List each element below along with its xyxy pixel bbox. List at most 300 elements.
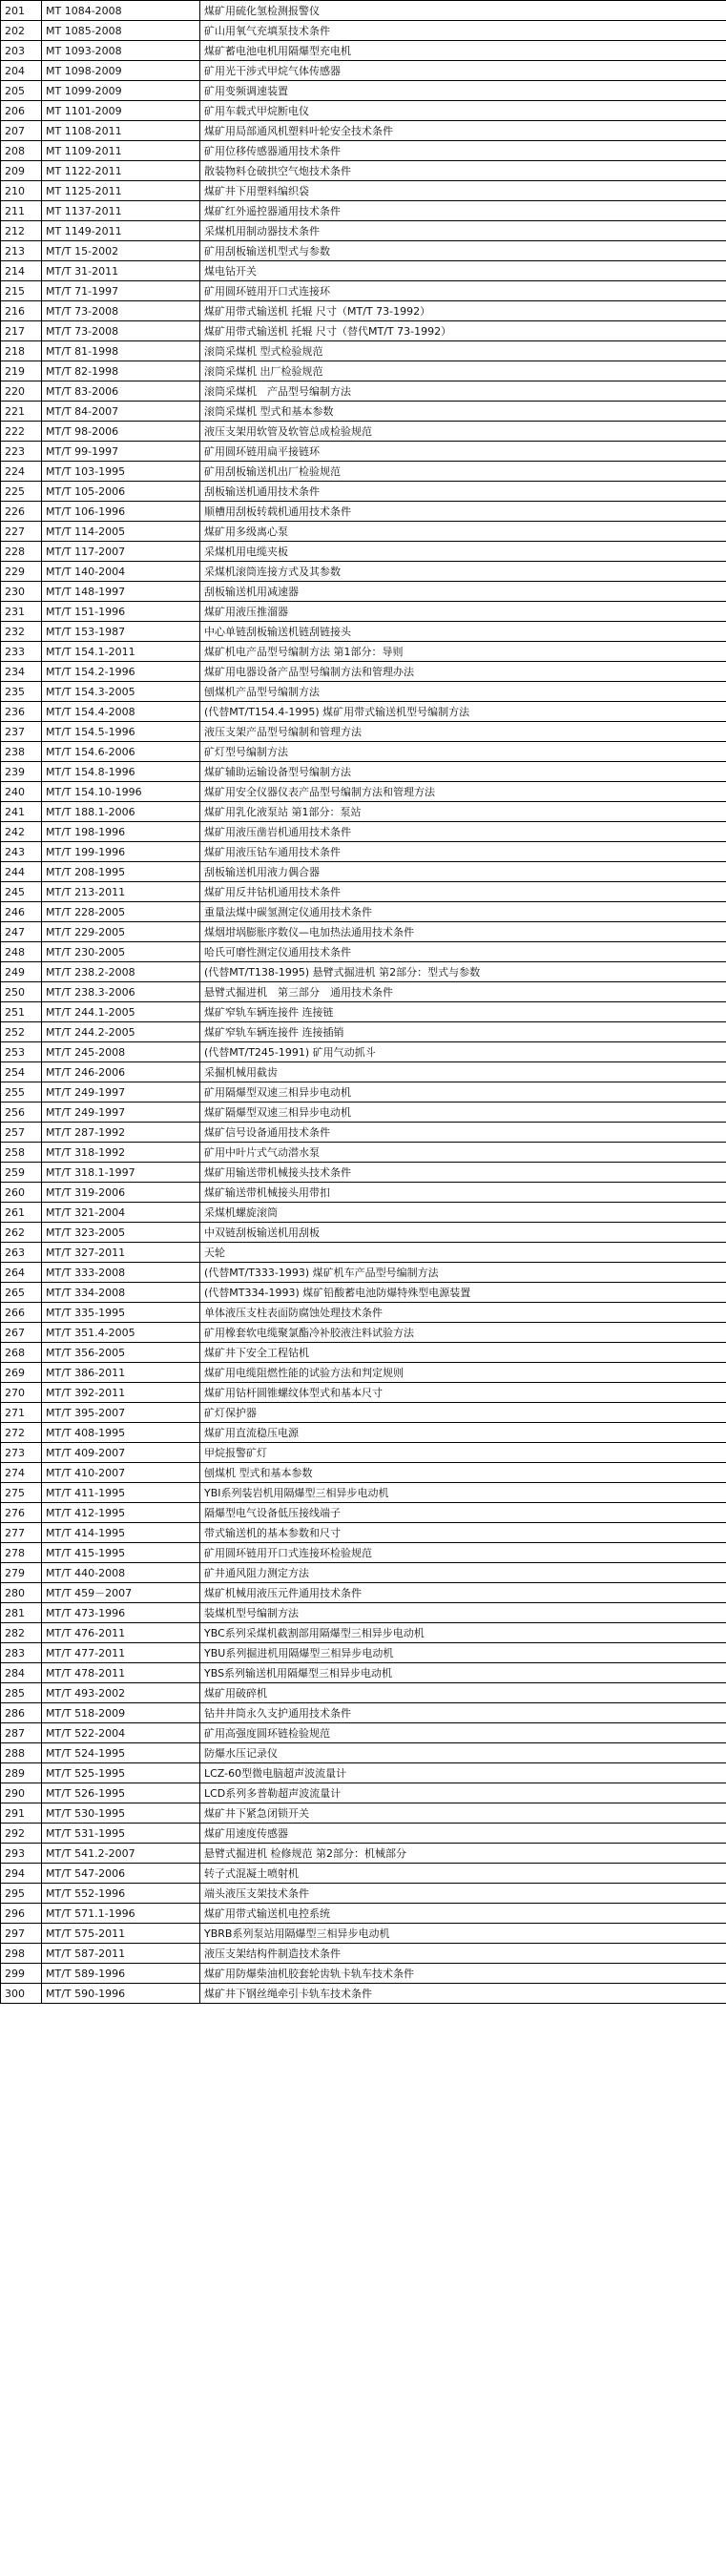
standard-code-cell: MT/T 547-2006	[42, 1864, 200, 1884]
table-row	[1, 502, 726, 522]
row-number-cell: 274	[1, 1463, 42, 1483]
table-row	[1, 321, 726, 341]
standard-title-cell: LCD系列多普勒超声波流量计	[200, 1783, 726, 1803]
table-row	[1, 982, 726, 1002]
standard-title-cell: YBRB系列泵站用隔爆型三相异步电动机	[200, 1924, 726, 1944]
standard-title-cell: 滚筒采煤机 型式和基本参数	[200, 402, 726, 422]
standard-code-cell: MT/T 98-2006	[42, 422, 200, 442]
standard-title-cell: 煤矿用液压推溜器	[200, 602, 726, 622]
standard-title-cell: 甲烷报警矿灯	[200, 1443, 726, 1463]
table-row	[1, 822, 726, 842]
table-row	[1, 1563, 726, 1583]
standard-code-cell: MT/T 478-2011	[42, 1663, 200, 1683]
standard-title-cell: YBI系列装岩机用隔爆型三相异步电动机	[200, 1483, 726, 1503]
standard-code-cell: MT/T 541.2-2007	[42, 1844, 200, 1864]
standard-title-cell: 钻井井筒永久支护通用技术条件	[200, 1703, 726, 1723]
standard-code-cell: MT/T 459－2007	[42, 1583, 200, 1603]
standard-code-cell: MT/T 154.3-2005	[42, 682, 200, 702]
row-number-cell: 238	[1, 742, 42, 762]
table-row	[1, 1062, 726, 1082]
standard-code-cell: MT/T 318-1992	[42, 1143, 200, 1163]
standard-code-cell: MT/T 99-1997	[42, 442, 200, 462]
row-number-cell: 279	[1, 1563, 42, 1583]
standards-table-body	[1, 1, 726, 2004]
row-number-cell: 271	[1, 1403, 42, 1423]
table-row	[1, 1964, 726, 1984]
standard-code-cell: MT/T 245-2008	[42, 1042, 200, 1062]
row-number-cell: 221	[1, 402, 42, 422]
row-number-cell: 283	[1, 1643, 42, 1663]
standard-code-cell: MT/T 319-2006	[42, 1183, 200, 1203]
standard-title-cell: 煤矿隔爆型双速三相异步电动机	[200, 1103, 726, 1123]
table-row	[1, 1423, 726, 1443]
standard-code-cell: MT/T 81-1998	[42, 341, 200, 361]
row-number-cell: 205	[1, 81, 42, 101]
row-number-cell: 214	[1, 261, 42, 281]
table-row	[1, 842, 726, 862]
row-number-cell: 243	[1, 842, 42, 862]
standard-code-cell: MT/T 154.2-1996	[42, 662, 200, 682]
standard-title-cell: 矿用中叶片式气动潜水泵	[200, 1143, 726, 1163]
row-number-cell: 272	[1, 1423, 42, 1443]
standard-title-cell: (代替MT/T333-1993) 煤矿机车产品型号编制方法	[200, 1263, 726, 1283]
table-row	[1, 41, 726, 61]
row-number-cell: 236	[1, 702, 42, 722]
standard-code-cell: MT/T 518-2009	[42, 1703, 200, 1723]
row-number-cell: 207	[1, 121, 42, 141]
standard-code-cell: MT 1122-2011	[42, 161, 200, 181]
table-row	[1, 81, 726, 101]
row-number-cell: 216	[1, 301, 42, 321]
row-number-cell: 255	[1, 1082, 42, 1103]
standard-code-cell: MT/T 105-2006	[42, 482, 200, 502]
row-number-cell: 260	[1, 1183, 42, 1203]
row-number-cell: 204	[1, 61, 42, 81]
standard-title-cell: 煤矿红外遥控器通用技术条件	[200, 201, 726, 221]
standard-code-cell: MT 1093-2008	[42, 41, 200, 61]
standard-code-cell: MT/T 590-1996	[42, 1984, 200, 2004]
row-number-cell: 292	[1, 1824, 42, 1844]
row-number-cell: 215	[1, 281, 42, 301]
row-number-cell: 212	[1, 221, 42, 241]
row-number-cell: 262	[1, 1223, 42, 1243]
row-number-cell: 289	[1, 1763, 42, 1783]
standard-code-cell: MT/T 411-1995	[42, 1483, 200, 1503]
row-number-cell: 269	[1, 1363, 42, 1383]
table-row	[1, 1, 726, 21]
table-row	[1, 241, 726, 261]
standard-title-cell: 矿用变频调速装置	[200, 81, 726, 101]
standard-code-cell: MT 1109-2011	[42, 141, 200, 161]
standard-title-cell: 矿灯型号编制方法	[200, 742, 726, 762]
row-number-cell: 210	[1, 181, 42, 201]
standard-code-cell: MT/T 440-2008	[42, 1563, 200, 1583]
standard-title-cell: 煤矿窄轨车辆连接件 连接链	[200, 1002, 726, 1022]
table-row	[1, 1603, 726, 1623]
standard-title-cell: 煤矿用输送带机械接头技术条件	[200, 1163, 726, 1183]
table-row	[1, 542, 726, 562]
table-row	[1, 1443, 726, 1463]
standard-code-cell: MT/T 414-1995	[42, 1523, 200, 1543]
standard-title-cell: 采煤机螺旋滚筒	[200, 1203, 726, 1223]
standard-code-cell: MT/T 117-2007	[42, 542, 200, 562]
standard-title-cell: (代替MT/T245-1991) 矿用气动抓斗	[200, 1042, 726, 1062]
standard-title-cell: 煤矿用安全仪器仪表产品型号编制方法和管理方法	[200, 782, 726, 802]
standard-code-cell: MT 1098-2009	[42, 61, 200, 81]
table-row	[1, 1103, 726, 1123]
row-number-cell: 223	[1, 442, 42, 462]
standard-title-cell: 刮板输送机用液力偶合器	[200, 862, 726, 882]
standard-code-cell: MT/T 524-1995	[42, 1743, 200, 1763]
table-row	[1, 1824, 726, 1844]
standard-code-cell: MT/T 238.2-2008	[42, 962, 200, 982]
row-number-cell: 296	[1, 1904, 42, 1924]
row-number-cell: 252	[1, 1022, 42, 1042]
table-row	[1, 221, 726, 241]
table-row	[1, 1323, 726, 1343]
standard-code-cell: MT/T 477-2011	[42, 1643, 200, 1663]
standard-code-cell: MT/T 103-1995	[42, 462, 200, 482]
standard-title-cell: 煤矿用破碎机	[200, 1683, 726, 1703]
table-row	[1, 1643, 726, 1663]
table-row	[1, 1984, 726, 2004]
standard-code-cell: MT/T 71-1997	[42, 281, 200, 301]
row-number-cell: 202	[1, 21, 42, 41]
row-number-cell: 201	[1, 1, 42, 21]
table-row	[1, 1683, 726, 1703]
table-row	[1, 602, 726, 622]
row-number-cell: 230	[1, 582, 42, 602]
standard-title-cell: 煤矿机电产品型号编制方法 第1部分：导则	[200, 642, 726, 662]
standard-code-cell: MT/T 114-2005	[42, 522, 200, 542]
table-row	[1, 702, 726, 722]
standard-code-cell: MT/T 409-2007	[42, 1443, 200, 1463]
standard-title-cell: 刨煤机产品型号编制方法	[200, 682, 726, 702]
row-number-cell: 288	[1, 1743, 42, 1763]
row-number-cell: 220	[1, 381, 42, 402]
standard-code-cell: MT/T 244.2-2005	[42, 1022, 200, 1042]
row-number-cell: 246	[1, 902, 42, 922]
standard-code-cell: MT/T 188.1-2006	[42, 802, 200, 822]
standard-code-cell: MT/T 333-2008	[42, 1263, 200, 1283]
standard-title-cell: 矿灯保护器	[200, 1403, 726, 1423]
table-row	[1, 902, 726, 922]
standard-title-cell: 刮板输送机用减速器	[200, 582, 726, 602]
row-number-cell: 294	[1, 1864, 42, 1884]
standard-code-cell: MT/T 335-1995	[42, 1303, 200, 1323]
standard-code-cell: MT/T 31-2011	[42, 261, 200, 281]
standard-code-cell: MT 1084-2008	[42, 1, 200, 21]
table-row	[1, 762, 726, 782]
standard-title-cell: 煤矿用硫化氢检测报警仪	[200, 1, 726, 21]
table-row	[1, 1143, 726, 1163]
standard-title-cell: 煤矿用电器设备产品型号编制方法和管理办法	[200, 662, 726, 682]
row-number-cell: 264	[1, 1263, 42, 1283]
standard-title-cell: 刨煤机 型式和基本参数	[200, 1463, 726, 1483]
standard-title-cell: 煤矿井下安全工程钻机	[200, 1343, 726, 1363]
standard-code-cell: MT/T 249-1997	[42, 1103, 200, 1123]
table-row	[1, 1303, 726, 1323]
standard-code-cell: MT/T 525-1995	[42, 1763, 200, 1783]
standard-title-cell: 液压支架结构件制造技术条件	[200, 1944, 726, 1964]
standard-code-cell: MT/T 230-2005	[42, 942, 200, 962]
standard-code-cell: MT/T 154.5-1996	[42, 722, 200, 742]
standard-title-cell: 煤矿用局部通风机塑料叶轮安全技术条件	[200, 121, 726, 141]
standard-title-cell: 滚筒采煤机 出厂检验规范	[200, 361, 726, 381]
row-number-cell: 242	[1, 822, 42, 842]
standard-code-cell: MT/T 530-1995	[42, 1803, 200, 1824]
standard-title-cell: 煤矿蓄电池电机用隔爆型充电机	[200, 41, 726, 61]
table-row	[1, 181, 726, 201]
row-number-cell: 273	[1, 1443, 42, 1463]
row-number-cell: 285	[1, 1683, 42, 1703]
table-row	[1, 1783, 726, 1803]
standard-title-cell: (代替MT/T154.4-1995) 煤矿用带式输送机型号编制方法	[200, 702, 726, 722]
row-number-cell: 241	[1, 802, 42, 822]
table-row	[1, 482, 726, 502]
standard-code-cell: MT/T 73-2008	[42, 321, 200, 341]
table-row	[1, 642, 726, 662]
standard-title-cell: 悬臂式掘进机 第三部分 通用技术条件	[200, 982, 726, 1002]
row-number-cell: 224	[1, 462, 42, 482]
row-number-cell: 240	[1, 782, 42, 802]
standard-title-cell: 天轮	[200, 1243, 726, 1263]
table-row	[1, 1163, 726, 1183]
standard-title-cell: 煤矿用防爆柴油机胶套轮齿轨卡轨车技术条件	[200, 1964, 726, 1984]
table-row	[1, 942, 726, 962]
table-row	[1, 361, 726, 381]
standard-title-cell: 煤矿井下用塑料编织袋	[200, 181, 726, 201]
table-row	[1, 1763, 726, 1783]
standard-code-cell: MT 1125-2011	[42, 181, 200, 201]
standard-title-cell: 矿用位移传感器通用技术条件	[200, 141, 726, 161]
row-number-cell: 228	[1, 542, 42, 562]
standard-code-cell: MT/T 318.1-1997	[42, 1163, 200, 1183]
table-row	[1, 862, 726, 882]
row-number-cell: 291	[1, 1803, 42, 1824]
standard-title-cell: 煤矿输送带机械接头用带扣	[200, 1183, 726, 1203]
standard-code-cell: MT/T 327-2011	[42, 1243, 200, 1263]
table-row	[1, 1403, 726, 1423]
row-number-cell: 277	[1, 1523, 42, 1543]
table-row	[1, 1623, 726, 1643]
standard-title-cell: 煤矿用带式输送机 托辊 尺寸（MT/T 73-1992）	[200, 301, 726, 321]
table-row	[1, 962, 726, 982]
table-row	[1, 121, 726, 141]
standard-code-cell: MT/T 493-2002	[42, 1683, 200, 1703]
standard-title-cell: (代替MT/T138-1995) 悬臂式掘进机 第2部分：型式与参数	[200, 962, 726, 982]
table-row	[1, 1263, 726, 1283]
standard-code-cell: MT 1099-2009	[42, 81, 200, 101]
standard-code-cell: MT/T 321-2004	[42, 1203, 200, 1223]
table-row	[1, 1803, 726, 1824]
table-row	[1, 1483, 726, 1503]
row-number-cell: 261	[1, 1203, 42, 1223]
standard-title-cell: 单体液压支柱表面防腐蚀处理技术条件	[200, 1303, 726, 1323]
standard-code-cell: MT/T 356-2005	[42, 1343, 200, 1363]
standard-title-cell: 煤矿用直流稳压电源	[200, 1423, 726, 1443]
row-number-cell: 248	[1, 942, 42, 962]
standard-code-cell: MT 1085-2008	[42, 21, 200, 41]
standard-title-cell: 煤矿用乳化液泵站 第1部分：泵站	[200, 802, 726, 822]
table-row	[1, 1703, 726, 1723]
row-number-cell: 217	[1, 321, 42, 341]
table-row	[1, 562, 726, 582]
table-row	[1, 662, 726, 682]
row-number-cell: 233	[1, 642, 42, 662]
standard-title-cell: 煤矿用液压钻车通用技术条件	[200, 842, 726, 862]
standard-title-cell: 滚筒采煤机 型式检验规范	[200, 341, 726, 361]
standard-title-cell: 散装物料仓破拱空气炮技术条件	[200, 161, 726, 181]
standard-title-cell: 煤矿用液压凿岩机通用技术条件	[200, 822, 726, 842]
table-row	[1, 1123, 726, 1143]
table-row	[1, 1864, 726, 1884]
standard-title-cell: 矿用刮板输送机型式与参数	[200, 241, 726, 261]
row-number-cell: 300	[1, 1984, 42, 2004]
table-row	[1, 1663, 726, 1683]
standard-title-cell: 悬臂式掘进机 检修规范 第2部分：机械部分	[200, 1844, 726, 1864]
standard-title-cell: 矿用刮板输送机出厂检验规范	[200, 462, 726, 482]
standard-title-cell: 防爆水压记录仪	[200, 1743, 726, 1763]
table-row	[1, 1042, 726, 1062]
table-row	[1, 402, 726, 422]
standard-code-cell: MT/T 351.4-2005	[42, 1323, 200, 1343]
standard-code-cell: MT/T 151-1996	[42, 602, 200, 622]
standard-code-cell: MT/T 154.4-2008	[42, 702, 200, 722]
table-row	[1, 522, 726, 542]
table-row	[1, 782, 726, 802]
standard-code-cell: MT/T 84-2007	[42, 402, 200, 422]
row-number-cell: 278	[1, 1543, 42, 1563]
standard-code-cell: MT/T 575-2011	[42, 1924, 200, 1944]
standard-title-cell: 矿山用氧气充填泵技术条件	[200, 21, 726, 41]
table-row	[1, 61, 726, 81]
standard-title-cell: 带式输送机的基本参数和尺寸	[200, 1523, 726, 1543]
table-row	[1, 882, 726, 902]
table-row	[1, 422, 726, 442]
table-row	[1, 341, 726, 361]
row-number-cell: 229	[1, 562, 42, 582]
standard-title-cell: 隔爆型电气设备低压接线端子	[200, 1503, 726, 1523]
row-number-cell: 263	[1, 1243, 42, 1263]
row-number-cell: 265	[1, 1283, 42, 1303]
standard-code-cell: MT/T 148-1997	[42, 582, 200, 602]
standard-code-cell: MT/T 473-1996	[42, 1603, 200, 1623]
table-row	[1, 261, 726, 281]
row-number-cell: 209	[1, 161, 42, 181]
table-row	[1, 1924, 726, 1944]
standard-title-cell: 矿用圆环链用开口式连接环检验规范	[200, 1543, 726, 1563]
standard-title-cell: 矿用隔爆型双速三相异步电动机	[200, 1082, 726, 1103]
standard-title-cell: 煤矿用多级离心泵	[200, 522, 726, 542]
row-number-cell: 227	[1, 522, 42, 542]
standard-code-cell: MT/T 334-2008	[42, 1283, 200, 1303]
row-number-cell: 256	[1, 1103, 42, 1123]
standard-title-cell: 采掘机械用截齿	[200, 1062, 726, 1082]
standard-title-cell: 中心单链刮板输送机链刮链接头	[200, 622, 726, 642]
row-number-cell: 258	[1, 1143, 42, 1163]
standard-code-cell: MT/T 522-2004	[42, 1723, 200, 1743]
row-number-cell: 281	[1, 1603, 42, 1623]
table-row	[1, 1223, 726, 1243]
standard-code-cell: MT 1137-2011	[42, 201, 200, 221]
table-row	[1, 1463, 726, 1483]
row-number-cell: 206	[1, 101, 42, 121]
table-row	[1, 141, 726, 161]
standard-title-cell: 采煤机用电缆夹板	[200, 542, 726, 562]
table-row	[1, 1723, 726, 1743]
row-number-cell: 286	[1, 1703, 42, 1723]
standard-title-cell: 液压支架产品型号编制和管理方法	[200, 722, 726, 742]
standard-title-cell: 煤矿信号设备通用技术条件	[200, 1123, 726, 1143]
table-row	[1, 281, 726, 301]
standard-code-cell: MT/T 154.6-2006	[42, 742, 200, 762]
standard-code-cell: MT/T 15-2002	[42, 241, 200, 261]
table-row	[1, 1543, 726, 1563]
standard-code-cell: MT/T 154.10-1996	[42, 782, 200, 802]
standard-code-cell: MT/T 415-1995	[42, 1543, 200, 1563]
standard-title-cell: 顺槽用刮板转载机通用技术条件	[200, 502, 726, 522]
table-row	[1, 1523, 726, 1543]
row-number-cell: 293	[1, 1844, 42, 1864]
standard-code-cell: MT/T 153-1987	[42, 622, 200, 642]
table-row	[1, 1082, 726, 1103]
standard-title-cell: 矿用高强度圆环链检验规范	[200, 1723, 726, 1743]
standard-title-cell: 煤矿窄轨车辆连接件 连接插销	[200, 1022, 726, 1042]
standard-code-cell: MT/T 213-2011	[42, 882, 200, 902]
table-row	[1, 21, 726, 41]
table-row	[1, 1844, 726, 1864]
row-number-cell: 254	[1, 1062, 42, 1082]
standard-title-cell: 煤烟坩埚膨胀序数仪—电加热法通用技术条件	[200, 922, 726, 942]
standard-title-cell: 采煤机用制动器技术条件	[200, 221, 726, 241]
table-row	[1, 622, 726, 642]
row-number-cell: 249	[1, 962, 42, 982]
standard-code-cell: MT/T 552-1996	[42, 1884, 200, 1904]
standard-title-cell: 矿用车载式甲烷断电仪	[200, 101, 726, 121]
standard-title-cell: 液压支架用软管及软管总成检验规范	[200, 422, 726, 442]
standard-title-cell: 重量法煤中碳氢测定仪通用技术条件	[200, 902, 726, 922]
standard-title-cell: 哈氏可磨性测定仪通用技术条件	[200, 942, 726, 962]
row-number-cell: 270	[1, 1383, 42, 1403]
row-number-cell: 295	[1, 1884, 42, 1904]
table-row	[1, 1944, 726, 1964]
standard-title-cell: 刮板输送机通用技术条件	[200, 482, 726, 502]
standard-title-cell: 滚筒采煤机 产品型号编制方法	[200, 381, 726, 402]
standard-title-cell: (代替MT334-1993) 煤矿铅酸蓄电池防爆特殊型电源装置	[200, 1283, 726, 1303]
table-row	[1, 1022, 726, 1042]
standard-code-cell: MT/T 154.1-2011	[42, 642, 200, 662]
standard-code-cell: MT 1101-2009	[42, 101, 200, 121]
standard-code-cell: MT/T 589-1996	[42, 1964, 200, 1984]
standard-title-cell: 矿用光干涉式甲烷气体传感器	[200, 61, 726, 81]
table-row	[1, 301, 726, 321]
standard-title-cell: YBU系列掘进机用隔爆型三相异步电动机	[200, 1643, 726, 1663]
table-row	[1, 1743, 726, 1763]
table-row	[1, 462, 726, 482]
row-number-cell: 225	[1, 482, 42, 502]
row-number-cell: 231	[1, 602, 42, 622]
table-row	[1, 582, 726, 602]
standard-title-cell: 矿用橡套软电缆聚氯酯冷补胶液注料试验方法	[200, 1323, 726, 1343]
standard-title-cell: 矿用圆环链用开口式连接环	[200, 281, 726, 301]
standard-code-cell: MT/T 238.3-2006	[42, 982, 200, 1002]
standard-title-cell: 矿用圆环链用扁平接链环	[200, 442, 726, 462]
standard-title-cell: 煤矿井下紧急闭锁开关	[200, 1803, 726, 1824]
standard-title-cell: 煤矿井下钢丝绳牵引卡轨车技术条件	[200, 1984, 726, 2004]
row-number-cell: 266	[1, 1303, 42, 1323]
row-number-cell: 245	[1, 882, 42, 902]
